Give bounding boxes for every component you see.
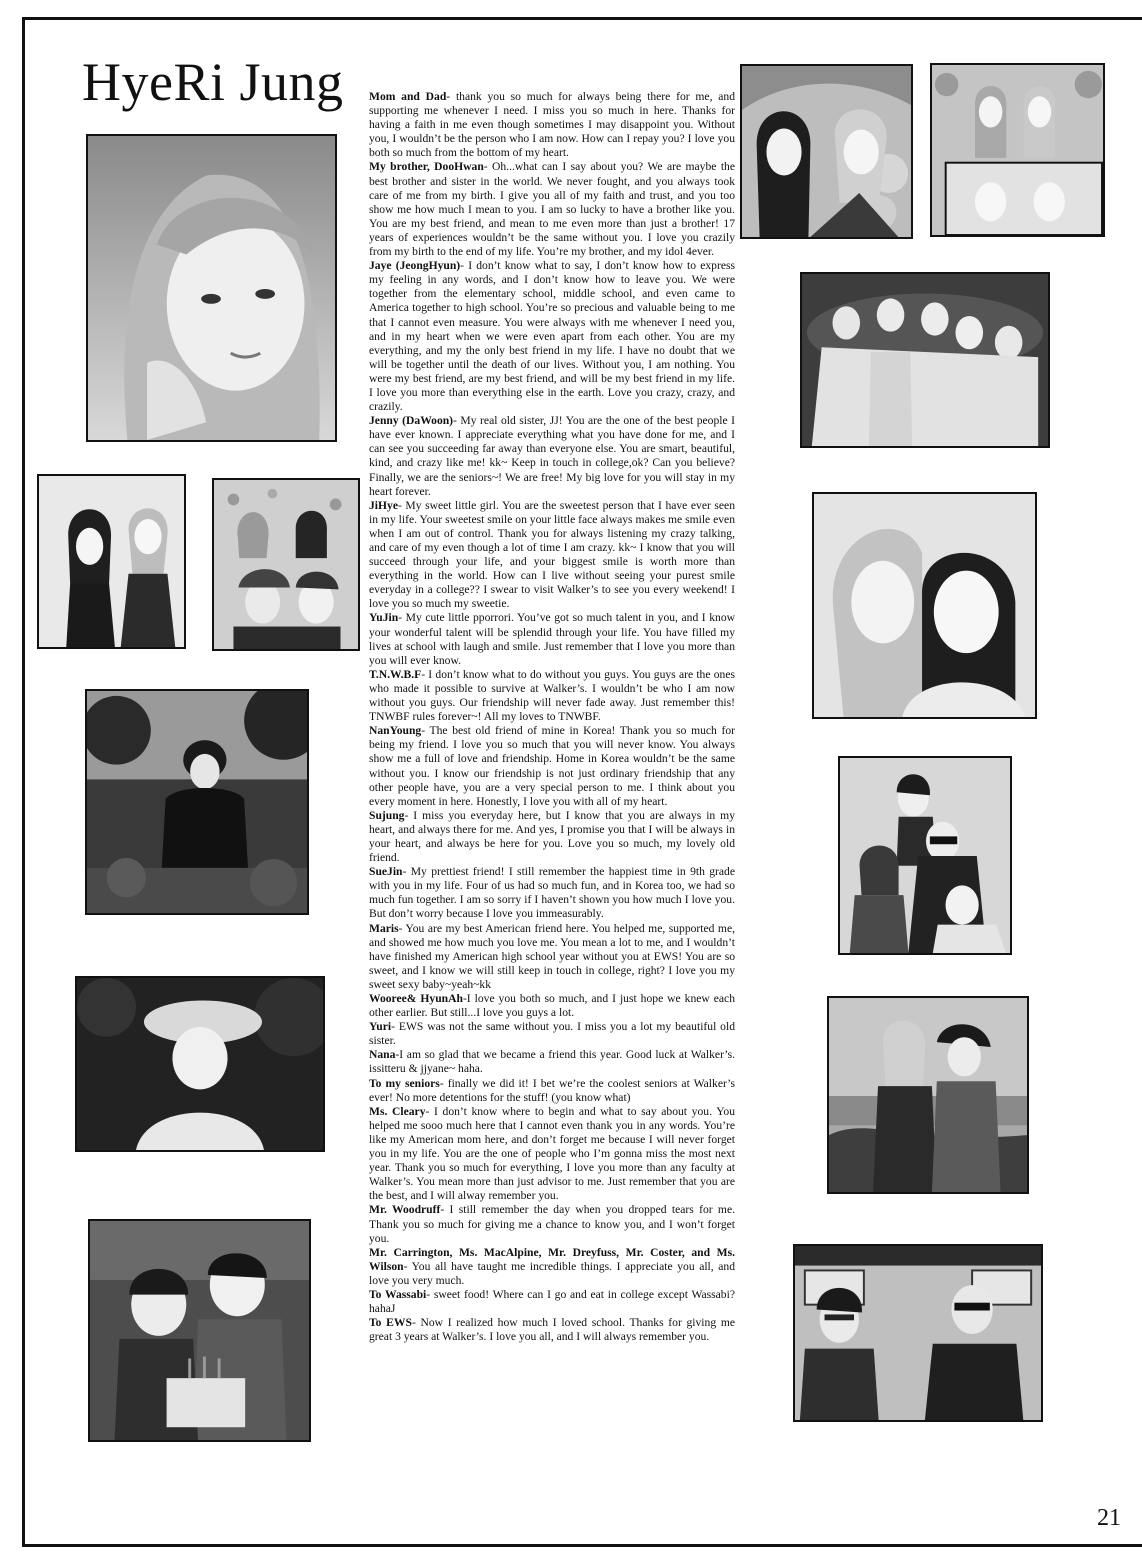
message-body: -I love you both so much, and I just hope we knew each other earlier. But still...I love you guys a lot. — [369, 992, 735, 1020]
message-yujin — [369, 611, 735, 667]
message-jaye — [369, 259, 735, 414]
two-friends-seaside-photo — [827, 996, 1029, 1194]
message-yuri — [369, 1020, 735, 1048]
message-body: - I miss you everyday here, but I know that you are always in my heart, and always there for me. And yes, I promise you that I will be always in your heart, and always be here for you. Love you so much, my lovely old friend. — [369, 808, 735, 865]
message-mom-and-dad — [369, 90, 735, 160]
message-name: JiHye — [369, 498, 398, 512]
message-wooree-hyunah — [369, 992, 735, 1020]
message-body: - You all have taught me incredible things. I appreciate you all, and love you very much. — [369, 1259, 735, 1287]
message-nana — [369, 1048, 735, 1076]
message-name: Mr. Woodruff — [369, 1203, 441, 1217]
parents-on-boat-photo — [793, 1244, 1043, 1422]
message-ews — [369, 1316, 735, 1344]
message-name: NanYoung — [369, 724, 422, 738]
message-body: - Now I realized how much I loved school. Thanks for giving me great 3 years at Walker’s. I love you all, and I will always remember you. — [369, 1316, 735, 1344]
message-name: To EWS — [369, 1316, 412, 1330]
message-tnwbf — [369, 668, 735, 724]
message-name: To Wassabi — [369, 1287, 427, 1301]
message-body: - I don’t know what to say, I don’t know how to express my feeling in any words, and I don’t know how to leave you. We were together from the elementary school, middle school, and even came to America together to high school. You’re so precious and valuable being to me that I cannot even measure. You were always with me whenever I need you, and in my heart when we were even apart from each other. You are my everything, and my the only best friend in my life. I have no doubt that we will be together until the death of our lives. Without you, I am nothing. You were my best friend, are my best friend, and will be my best friend in my life. I love you more than everything else in the earth. Love you crazy, crazy, and crazily. — [369, 259, 736, 414]
photobooth-sticker-photo-2 — [930, 63, 1105, 237]
message-name: Mr. Carrington, Ms. MacAlpine, Mr. Dreyfuss, Mr. Coster, and Ms. Wilson — [369, 1245, 735, 1273]
message-name: Wooree& HyunAh — [369, 992, 463, 1005]
message-body: - You are my best American friend here. You helped me, supported me, and showed me how much you love me. You mean a lot to me, and I wouldn’t have finished my American high school year without you at EWS! You are so sweet, and I know we will still keep in touch in college, right? I love you my sweet sexy baby~yeah~kk — [369, 921, 735, 991]
message-name: Ms. Cleary — [369, 1104, 426, 1118]
message-name: My brother, DooHwan — [369, 160, 484, 174]
message-body: - sweet food! Where can I go and eat in college except Wassabi? hahaJ — [369, 1287, 735, 1316]
message-wassabi — [369, 1288, 735, 1316]
message-name: Yuri — [369, 1020, 392, 1034]
message-ms-cleary — [369, 1105, 735, 1204]
message-nanyoung — [369, 724, 735, 809]
message-name: SueJin — [369, 865, 403, 879]
message-body: - My sweet little girl. You are the sweetest person that I have ever seen in my life. Your sweetest smile on your little face always makes me smile even when I am out of control. Thank you for always listening my crazy talking, and care of my even though a lot of time I am crazy. kk~ I know that you will succeed through your life, and your biggest smile is worth more than everything in the world. How can I live without seeing your purest smile everyday in a college?? I swear to visit Walker’s to see you every weekend! I love you so much my sweetie. — [369, 498, 735, 611]
message-seniors — [369, 1077, 735, 1105]
message-body: - I still remember the day when you dropped tears for me. Thank you so much for giving me a chance to know you, and I won’t forget you. — [369, 1203, 735, 1245]
message-body: - I don’t know where to begin and what to say about you. You helped me sooo much here that I cannot even thank you in any words. You’re like my American mom here, and don’t forget me because I will never forget you in my life. You are the one of people who I’m gonna miss the most next year. Thank you so much for everything, I love you more than any faculty at Walker’s. You mean more than just advisor to me. Just remember that you are the best, and I will alway remember you. — [369, 1104, 736, 1203]
message-body: - EWS was not the same without you. I miss you a lot my beautiful old sister. — [369, 1020, 735, 1048]
portrait-photo — [86, 134, 337, 442]
friends-group-photo — [212, 478, 360, 651]
message-name: Sujung — [369, 808, 405, 822]
two-girls-photo — [37, 474, 186, 649]
message-body: - My real old sister, JJ! You are the one of the best people I have ever known. I appreciate everything what you have done for me, and I can see you succeeding far away than everyone else. You are smart, beautiful, kind, and crazy like me! kk~ Keep in touch in college,ok? Can you believe? Finally, we are the seniors~! We are free! My big love for you will stay in my heart forever. — [369, 414, 735, 498]
message-name: Nana — [369, 1048, 396, 1062]
message-body: - thank you so much for always being there for me, and supporting me whenever I need. I miss you so much in here. Thanks for having a faith in me even though sometimes I may disappoint you. Without you, I wouldn’t be the person who I am now. How can I repay you? I love you both so much from the bottom of my heart. — [369, 90, 735, 160]
page-title: HyeRi Jung — [82, 52, 344, 112]
message-suejin — [369, 865, 735, 921]
message-body: - finally we did it! I bet we’re the coolest seniors at Walker’s ever! No more detentions for the stuff! (you know what) — [369, 1076, 735, 1104]
message-body: - Oh...what can I say about you? We are maybe the best brother and sister in the world. We never fought, and you always took care of me from my birth. I give you all of my faith and trust, and you too show me how much I mean to you. I am so lucky to have a brother like you. You are my best friend, and mean to me even more than just a brother! 17 years of experiences wouldn’t be the same without you. I love you crazily from my birth to the end of my life. You’re my brother, and my idol 4ever. — [369, 160, 735, 259]
message-teachers — [369, 1246, 735, 1288]
message-maris — [369, 922, 735, 992]
message-mr-woodruff — [369, 1203, 735, 1245]
message-body: - My prettiest friend! I still remember the happiest time in 9th grade with you in my life. Four of us had so much fun, and in Korea too, we had so much fun together. I am so sorry if I haven’t shown you how much I love you. But don’t worry because I love you immeasurably. — [369, 865, 735, 921]
photobooth-sticker-photo-1 — [740, 64, 913, 239]
message-name: T.N.W.B.F — [369, 667, 422, 681]
message-body: - I don’t know what to do without you guys. You guys are the ones who made it possible to survive at Walker’s. I wouldn’t be who I am now without you guys. Our friendship will never fade away. Just remember this! TNWBF rules forever~! All my loves to TNWBF. — [369, 667, 735, 724]
five-friends-photo — [800, 272, 1050, 448]
message-sujung — [369, 809, 735, 865]
message-jihye — [369, 499, 735, 612]
message-body: - The best old friend of mine in Korea! Thank you so much for being my friend. I love you so much that you will never know. You always show me a full of love and friendship. Home in Korea wouldn’t be the same without you. I know our friendship is not just ordinary friendship that any other people have, you are a very special person to me. I think about you every moment in here. Honestly, I love you with all of my heart. — [369, 724, 735, 808]
child-with-hat-photo — [75, 976, 325, 1152]
message-jenny — [369, 414, 735, 499]
message-name: YuJin — [369, 611, 399, 625]
message-name: Jaye (JeongHyun) — [369, 259, 461, 273]
birthday-cake-photo — [88, 1219, 311, 1442]
page-number: 21 — [1097, 1505, 1121, 1531]
message-name: Mom and Dad — [369, 90, 447, 103]
message-brother — [369, 160, 735, 259]
woman-in-garden-photo — [85, 689, 309, 915]
dedication-text — [369, 90, 735, 1344]
two-girls-closeup-photo — [812, 492, 1037, 719]
message-body: - My cute little pporrori. You’ve got so much talent in you, and I know your wonderful talent will be splendid through your life. You have filled my lives at school with laugh and smile. Just remember that I love you more than you will ever know. — [369, 611, 735, 667]
message-name: Jenny (DaWoon) — [369, 414, 454, 428]
friends-with-sunglasses-photo — [838, 756, 1012, 955]
message-name: To my seniors — [369, 1076, 440, 1090]
message-body: -I am so glad that we became a friend this year. Good luck at Walker’s. issitteru & jjyane~ haha. — [369, 1048, 735, 1076]
message-name: Maris — [369, 921, 399, 935]
